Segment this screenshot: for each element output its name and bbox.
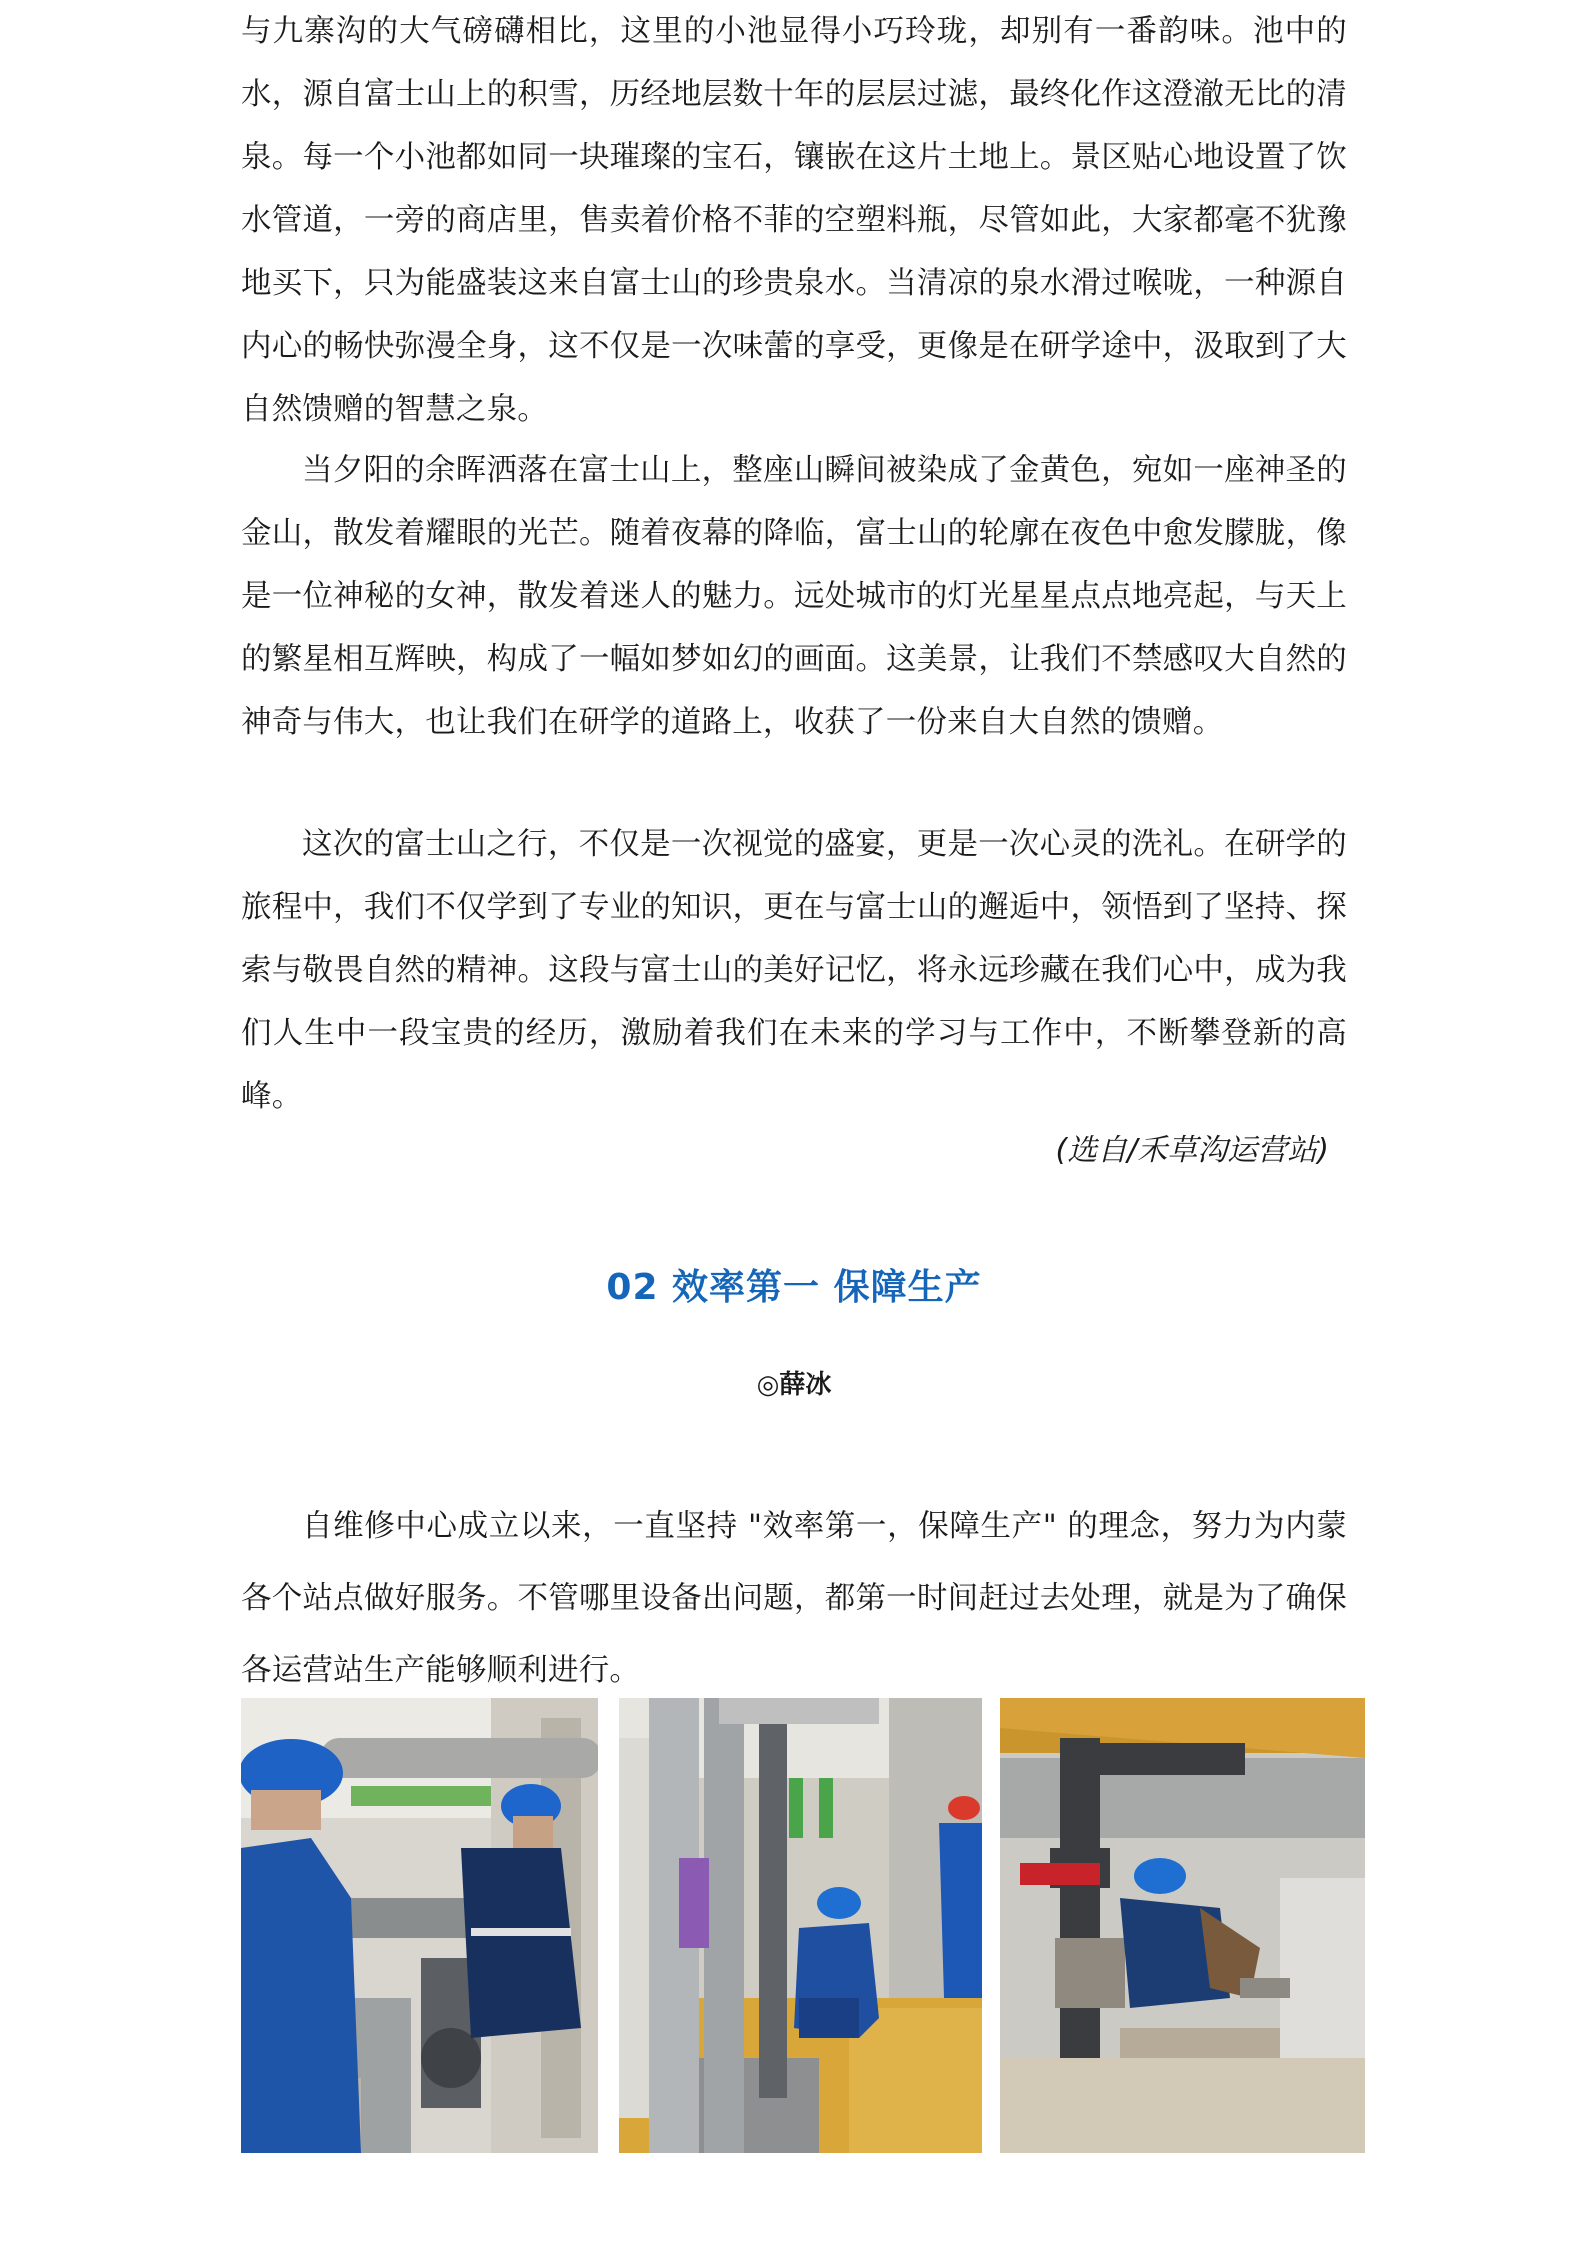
photo-kneeling-worker xyxy=(619,1698,982,2153)
paragraph-maintenance-center: 自维修中心成立以来，一直坚持 "效率第一，保障生产" 的理念，努力为内蒙各个站点做好服务。不管哪里设备出问题，都第一时间赶过去处理，就是为了确保各运营站生产能够顺利进行。 xyxy=(241,1509,1347,1688)
paragraph-spring-water: 与九寨沟的大气磅礴相比，这里的小池显得小巧玲珑，却别有一番韵味。池中的水，源自富士山上的积雪，历经地层数十年的层层过滤，最终化作这澄澈无比的清泉。每一个小池都如同一块璀璨的宝石，镶嵌在这片土地上。景区贴心地设置了饮水管道，一旁的商店里，售卖着价格不菲的空塑料瓶，尽管如此，大家都毫不犹豫地买下，只为能盛装这来自富士山的珍贵泉水。当清凉的泉水滑过喉咙，一种源自内心的畅快弥漫全身，这不仅是一次味蕾的享受，更像是在研学途中，汲取到了大自然馈赠的智慧之泉。 xyxy=(241,14,1347,427)
paragraph-sunset: 当夕阳的余晖洒落在富士山上，整座山瞬间被染成了金黄色，宛如一座神圣的金山，散发着耀眼的光芒。随着夜幕的降临，富士山的轮廓在夜色中愈发朦胧，像是一位神秘的女神，散发着迷人的魅力。远处城市的灯光星星点点地亮起，与天上的繁星相互辉映，构成了一幅如梦如幻的画面。这美景，让我们不禁感叹大自然的神奇与伟大，也让我们在研学的道路上，收获了一份来自大自然的馈赠。 xyxy=(241,453,1347,740)
photo-workers-pipes xyxy=(241,1698,598,2153)
section-heading: 02 效率第一 保障生产 xyxy=(606,1267,982,1308)
source-attribution: (选自/禾草沟运营站) xyxy=(1055,1133,1329,1168)
paragraph-conclusion: 这次的富士山之行，不仅是一次视觉的盛宴，更是一次心灵的洗礼。在研学的旅程中，我们不仅学到了专业的知识，更在与富士山的邂逅中，领悟到了坚持、探索与敬畏自然的精神。这段与富士山的美好记忆，将永远珍藏在我们心中，成为我们人生中一段宝贵的经历，激励着我们在未来的学习与工作中，不断攀登新的高峰。 xyxy=(241,827,1347,1114)
section-author: ◎薛冰 xyxy=(756,1370,832,1400)
photo-valve-repair xyxy=(1000,1698,1365,2153)
photo-row xyxy=(241,1698,1365,2153)
